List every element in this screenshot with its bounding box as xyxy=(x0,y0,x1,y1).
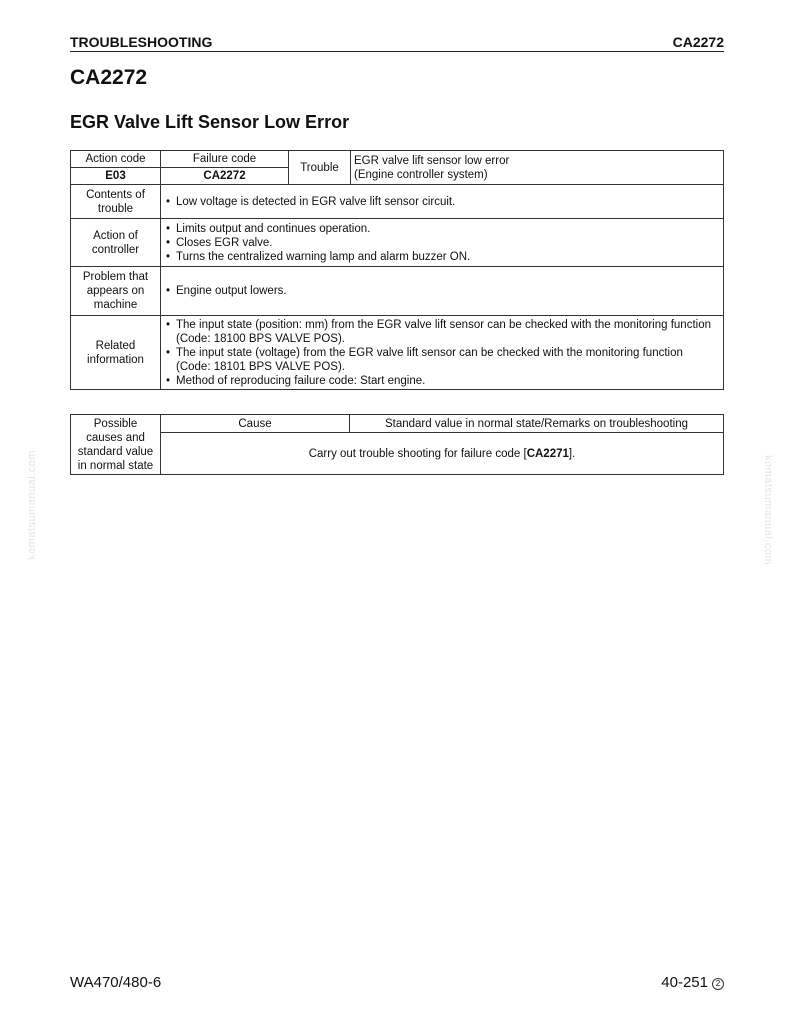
page-number: 40-251 xyxy=(661,974,708,991)
action-code-label: Action code xyxy=(71,151,161,168)
list-item: • Limits output and continues operation. xyxy=(164,222,720,236)
table-row xyxy=(71,267,724,316)
list-item: • Method of reproducing failure code: Start engine. xyxy=(164,374,720,388)
instruction-cell xyxy=(161,433,724,475)
failure-info-table xyxy=(70,150,724,390)
row-content xyxy=(161,316,724,390)
action-code-value: E03 xyxy=(71,168,161,185)
table-row xyxy=(71,415,724,433)
trouble-label: Trouble xyxy=(289,151,351,185)
list-item: • Low voltage is detected in EGR valve lift sensor circuit. xyxy=(164,195,720,209)
trouble-line: EGR valve lift sensor low error xyxy=(354,154,510,167)
table-row xyxy=(71,316,724,390)
list-item: • The input state (voltage) from the EGR valve lift sensor can be checked with the monitoring function (Code: 18101 BPS VALVE POS). xyxy=(164,346,720,374)
revision-mark: 2 xyxy=(712,978,724,990)
header-code: CA2272 xyxy=(672,34,724,50)
table-row xyxy=(71,433,724,475)
table-row xyxy=(71,219,724,267)
row-label: Related information xyxy=(71,316,161,390)
trouble-line: (Engine controller system) xyxy=(354,168,488,181)
failure-code-label: Failure code xyxy=(161,151,289,168)
list-item: • The input state (position: mm) from the EGR valve lift sensor can be checked with the monitoring function (Code: 18100 BPS VALVE POS). xyxy=(164,318,720,346)
table-row xyxy=(71,151,724,168)
list-item: • Turns the centralized warning lamp and alarm buzzer ON. xyxy=(164,250,720,264)
standard-value-header: Standard value in normal state/Remarks on troubleshooting xyxy=(350,415,724,433)
row-content xyxy=(161,267,724,316)
failure-code-value: CA2272 xyxy=(161,168,289,185)
cause-header: Cause xyxy=(161,415,350,433)
row-label: Action of controller xyxy=(71,219,161,267)
failure-code-title: CA2272 xyxy=(70,66,148,89)
list-item: • Engine output lowers. xyxy=(164,284,720,298)
footer-page xyxy=(661,974,724,991)
possible-causes-table xyxy=(70,414,724,475)
instruction-failure-code: CA2271 xyxy=(526,447,569,460)
row-label: Problem that appears on machine xyxy=(71,267,161,316)
section-title: EGR Valve Lift Sensor Low Error xyxy=(70,112,350,132)
row-content xyxy=(161,219,724,267)
page-header xyxy=(70,34,724,52)
instruction-prefix: Carry out trouble shooting for failure code [ xyxy=(308,447,527,460)
table-row xyxy=(71,185,724,219)
list-item: • Closes EGR valve. xyxy=(164,236,720,250)
trouble-description xyxy=(351,151,724,185)
footer-model: WA470/480-6 xyxy=(70,974,162,991)
causes-label: Possible causes and standard value in normal state xyxy=(71,415,161,475)
row-label: Contents of trouble xyxy=(71,185,161,219)
header-section: TROUBLESHOOTING xyxy=(70,34,213,50)
row-content xyxy=(161,185,724,219)
instruction-suffix: ]. xyxy=(568,447,576,460)
watermark: komatsumanual.com xyxy=(762,455,774,565)
watermark: komatsumanual.com xyxy=(26,450,38,560)
